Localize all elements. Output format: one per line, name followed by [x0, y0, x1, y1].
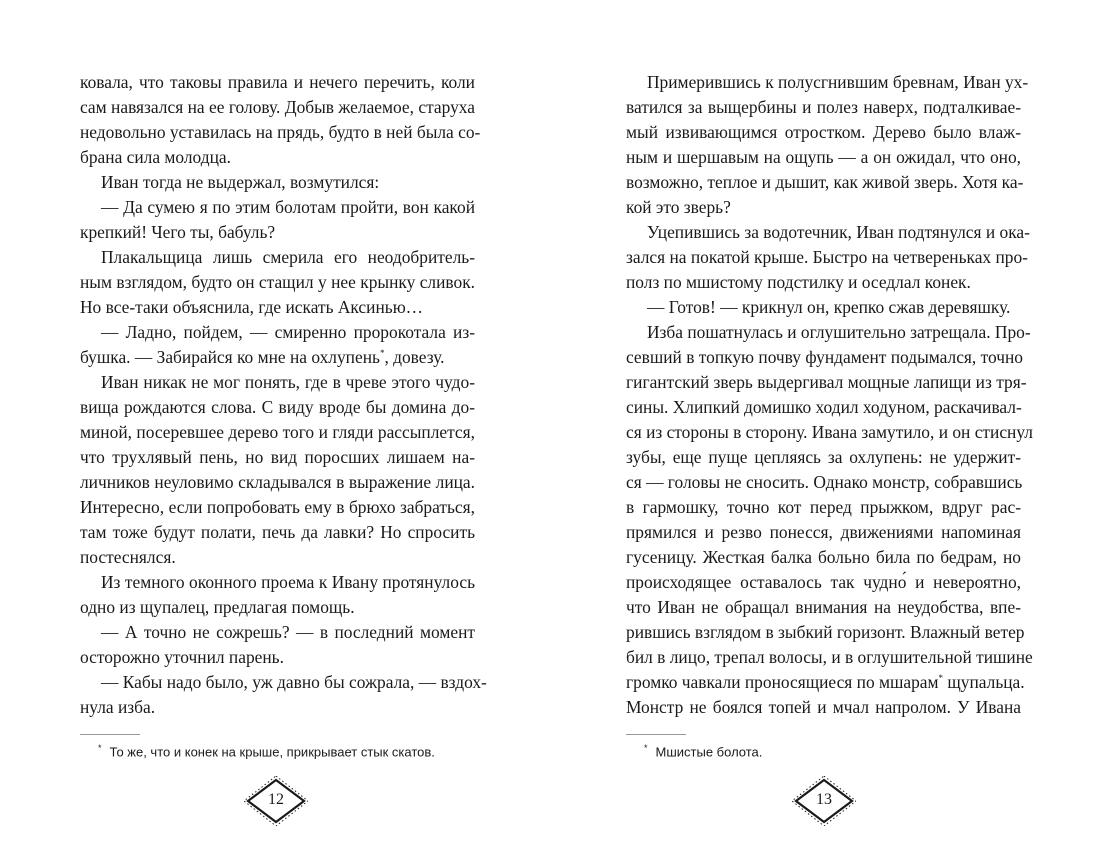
left-page — [80, 70, 487, 760]
page-number-text: 13 — [816, 791, 832, 808]
text-line: полз по мшистому подстилку и оседлал конек. — [626, 272, 971, 292]
text-line: ватился за выщербины и полез наверх, подталкивае- — [626, 97, 1021, 117]
text-line: вища рождаются слова. С виду вроде бы домина до- — [80, 397, 475, 417]
text-line: сам навязался на ее голову. Добыв желаемое, старуха — [80, 97, 475, 117]
footnote-mark: * — [98, 743, 102, 753]
text-line: Плакальщица лишь смерила его неодобритель- — [101, 247, 475, 267]
page-number-right — [792, 776, 856, 826]
text-line: сины. Хлипкий домишко ходил ходуном, раскачивал- — [626, 397, 1022, 417]
footnote-rule — [80, 734, 140, 735]
text-line: брана сила молодца. — [80, 147, 231, 167]
text-line: севший в топкую почву фундамент подымался, точно — [626, 347, 1023, 367]
text-line: осторожно уточнил парень. — [80, 647, 284, 667]
text-line: Изба пошатнулась и оглушительно затрещала. Про- — [647, 322, 1031, 342]
text-line: ковала, что таковы правила и нечего перечить, коли — [80, 72, 475, 92]
page-number-left — [244, 776, 308, 826]
text-line: ным и шершавым на ощупь — а он ожидал, что оно, — [626, 147, 1021, 167]
right-footnote — [644, 739, 762, 761]
text-line: Из темного оконного проема к Ивану протянулось — [101, 572, 475, 592]
text-line: ным взглядом, будто он стащил у нее крынку сливок. — [80, 272, 475, 292]
page-number-text: 12 — [268, 791, 284, 808]
text-line: Монстр не боялся топей и мчал напролом. У Ивана — [626, 697, 1021, 717]
text-line: постеснялся. — [80, 547, 176, 567]
right-page-text — [626, 70, 1033, 720]
text-line: — Да сумею я по этим болотам пройти, вон какой — [101, 197, 475, 217]
text-line: зался на покатой крыше. Быстро на четвереньках про- — [626, 247, 1028, 267]
left-footnote — [98, 739, 435, 761]
footnote-mark: * — [644, 743, 648, 753]
text-line: миной, посеревшее дерево того и гляди рассыплется, — [80, 422, 475, 442]
text-line: громко чавкали проносящиеся по мшарам* щупальца. — [626, 672, 1025, 692]
text-line: — А точно не сожрешь? — в последний момент — [101, 622, 475, 642]
text-line: нула изба. — [80, 697, 156, 717]
text-line: что Иван не обращал внимания на неудобства, впе- — [626, 597, 1021, 617]
text-line: происходящее оставалось так чудно́ и невероятно, — [626, 572, 1021, 592]
text-line: личников неуловимо складывался в выражение лица. — [80, 472, 475, 492]
text-line: Уцепившись за водотечник, Иван подтянулся и ока- — [647, 222, 1030, 242]
text-line: ся из стороны в сторону. Ивана замутило, и он стиснул — [626, 422, 1033, 442]
text-line: ся — головы не сносить. Однако монстр, собравшись — [626, 472, 1023, 492]
text-line: Иван тогда не выдержал, возмутился: — [101, 172, 380, 192]
text-line: бушка. — Забирайся ко мне на охлупень*, довезу. — [80, 347, 445, 367]
footnote-text: То же, что и конек на крыше, прикрывает стык скатов. — [109, 744, 435, 760]
text-line: мый извивающимся отростком. Дерево было влаж- — [626, 122, 1021, 142]
text-line: прямился и резво понесся, движениями напоминая — [626, 522, 1021, 542]
footnote-rule — [626, 734, 686, 735]
text-line: — Кабы надо было, уж давно бы сожрала, — вздох- — [101, 672, 487, 692]
footnote-text: Мшистые болота. — [655, 744, 763, 760]
text-line: зубы, еще пуще цепляясь за охлупень: не удержит- — [626, 447, 1021, 467]
left-page-text — [80, 70, 487, 720]
text-line: бил в лицо, трепал волосы, и в оглушительной тишине — [626, 647, 1033, 667]
text-line: что трухлявый пень, но вид поросших лишаем на- — [80, 447, 475, 467]
text-line: возможно, теплое и дышит, как живой зверь. Хотя ка- — [626, 172, 1024, 192]
text-line: там тоже будут полати, печь да лавки? Но спросить — [80, 522, 475, 542]
text-line: рившись взглядом в зыбкий горизонт. Влажный ветер — [626, 622, 1025, 642]
right-page — [626, 70, 1033, 760]
text-line: Примерившись к полусгнившим бревнам, Иван ух- — [647, 72, 1029, 92]
text-line: — Готов! — крикнул он, крепко сжав деревяшку. — [647, 297, 1011, 317]
text-line: крепкий! Чего ты, бабуль? — [80, 222, 276, 242]
text-line: гигантский зверь выдергивал мощные лапищи из тря- — [626, 372, 1027, 392]
text-line: недовольно уставилась на прядь, будто в ней была со- — [80, 122, 481, 142]
text-line: — Ладно, пойдем, — смиренно пророкотала из- — [101, 322, 475, 342]
text-line: кой это зверь? — [626, 197, 731, 217]
text-line: Но все-таки объяснила, где искать Аксинью… — [80, 297, 424, 317]
text-line: в гармошку, точно кот перед прыжком, вдруг рас- — [626, 497, 1021, 517]
text-line: одно из щупалец, предлагая помощь. — [80, 597, 355, 617]
text-line: Иван никак не мог понять, где в чреве этого чудо- — [101, 372, 475, 392]
text-line: Интересно, если попробовать ему в брюхо забраться, — [80, 497, 475, 517]
text-line: гусеницу. Жесткая балка больно била по бедрам, но — [626, 547, 1021, 567]
